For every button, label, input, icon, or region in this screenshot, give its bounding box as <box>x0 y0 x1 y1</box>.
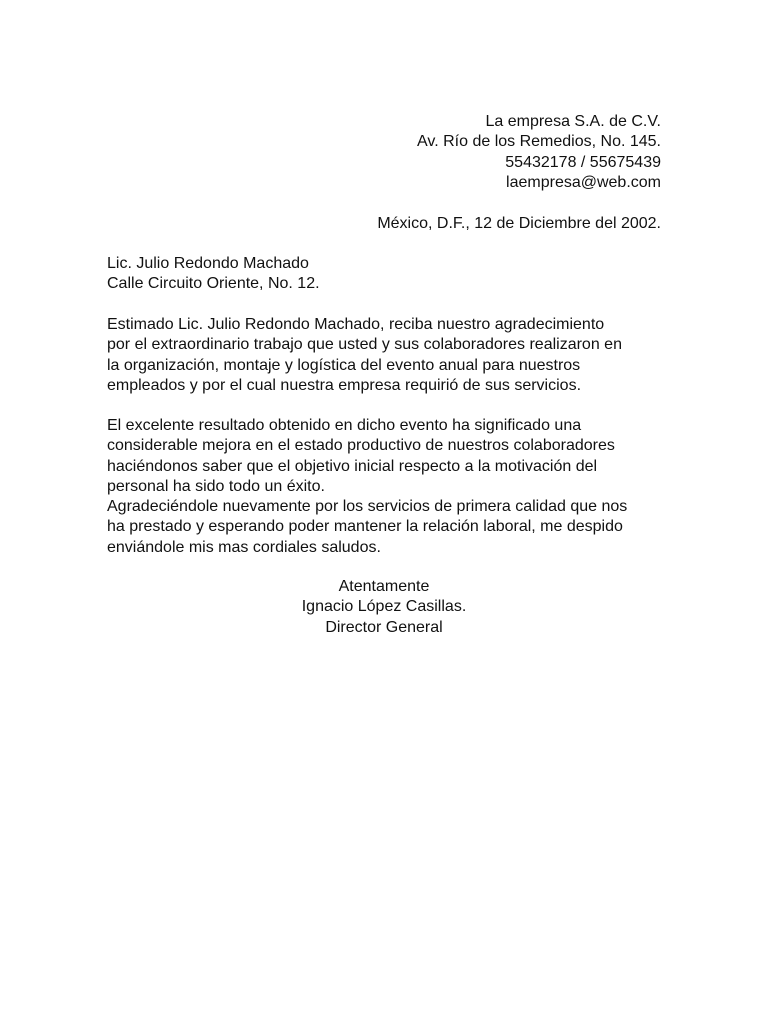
body-line: enviándole mis mas cordiales saludos. <box>107 538 381 556</box>
recipient-name: Lic. Julio Redondo Machado <box>107 255 309 272</box>
letter-date: México, D.F., 12 de Diciembre del 2002. <box>377 215 661 232</box>
sender-address: Av. Río de los Remedios, No. 145. <box>417 133 661 151</box>
body-line: Estimado Lic. Julio Redondo Machado, reciba nuestro agradecimiento <box>107 316 605 333</box>
body-line: Agradeciéndole nuevamente por los servicios de primera calidad que nos <box>107 498 628 516</box>
body-line: El excelente resultado obtenido en dicho evento ha significado una <box>107 417 582 434</box>
body-paragraph-1 <box>107 315 667 396</box>
recipient-address: Calle Circuito Oriente, No. 12. <box>107 275 320 293</box>
signer-title: Director General <box>325 618 443 636</box>
body-line: empleados y por el cual nuestra empresa requirió de sus servicios. <box>107 376 582 394</box>
closing-block <box>107 577 661 638</box>
sender-phones: 55432178 / 55675439 <box>505 153 661 171</box>
body-paragraph-2 <box>107 416 667 558</box>
signer-name: Ignacio López Casillas. <box>301 598 467 616</box>
sender-block <box>417 112 661 193</box>
recipient-block <box>107 254 320 295</box>
body-line: personal ha sido todo un éxito. <box>107 477 325 495</box>
body-line: por el extraordinario trabajo que usted y sus colaboradores realizaron en <box>107 336 622 354</box>
body-line: considerable mejora en el estado productivo de nuestros colaboradores <box>107 437 615 455</box>
body-line: ha prestado y esperando poder mantener la relación laboral, me despido <box>107 518 623 536</box>
closing-salutation: Atentamente <box>338 578 430 595</box>
sender-email: laempresa@web.com <box>506 173 661 191</box>
sender-company: La empresa S.A. de C.V. <box>485 113 661 130</box>
body-line: la organización, montaje y logística del evento anual para nuestros <box>107 356 581 374</box>
body-line: haciéndonos saber que el objetivo inicial respecto a la motivación del <box>107 457 598 475</box>
